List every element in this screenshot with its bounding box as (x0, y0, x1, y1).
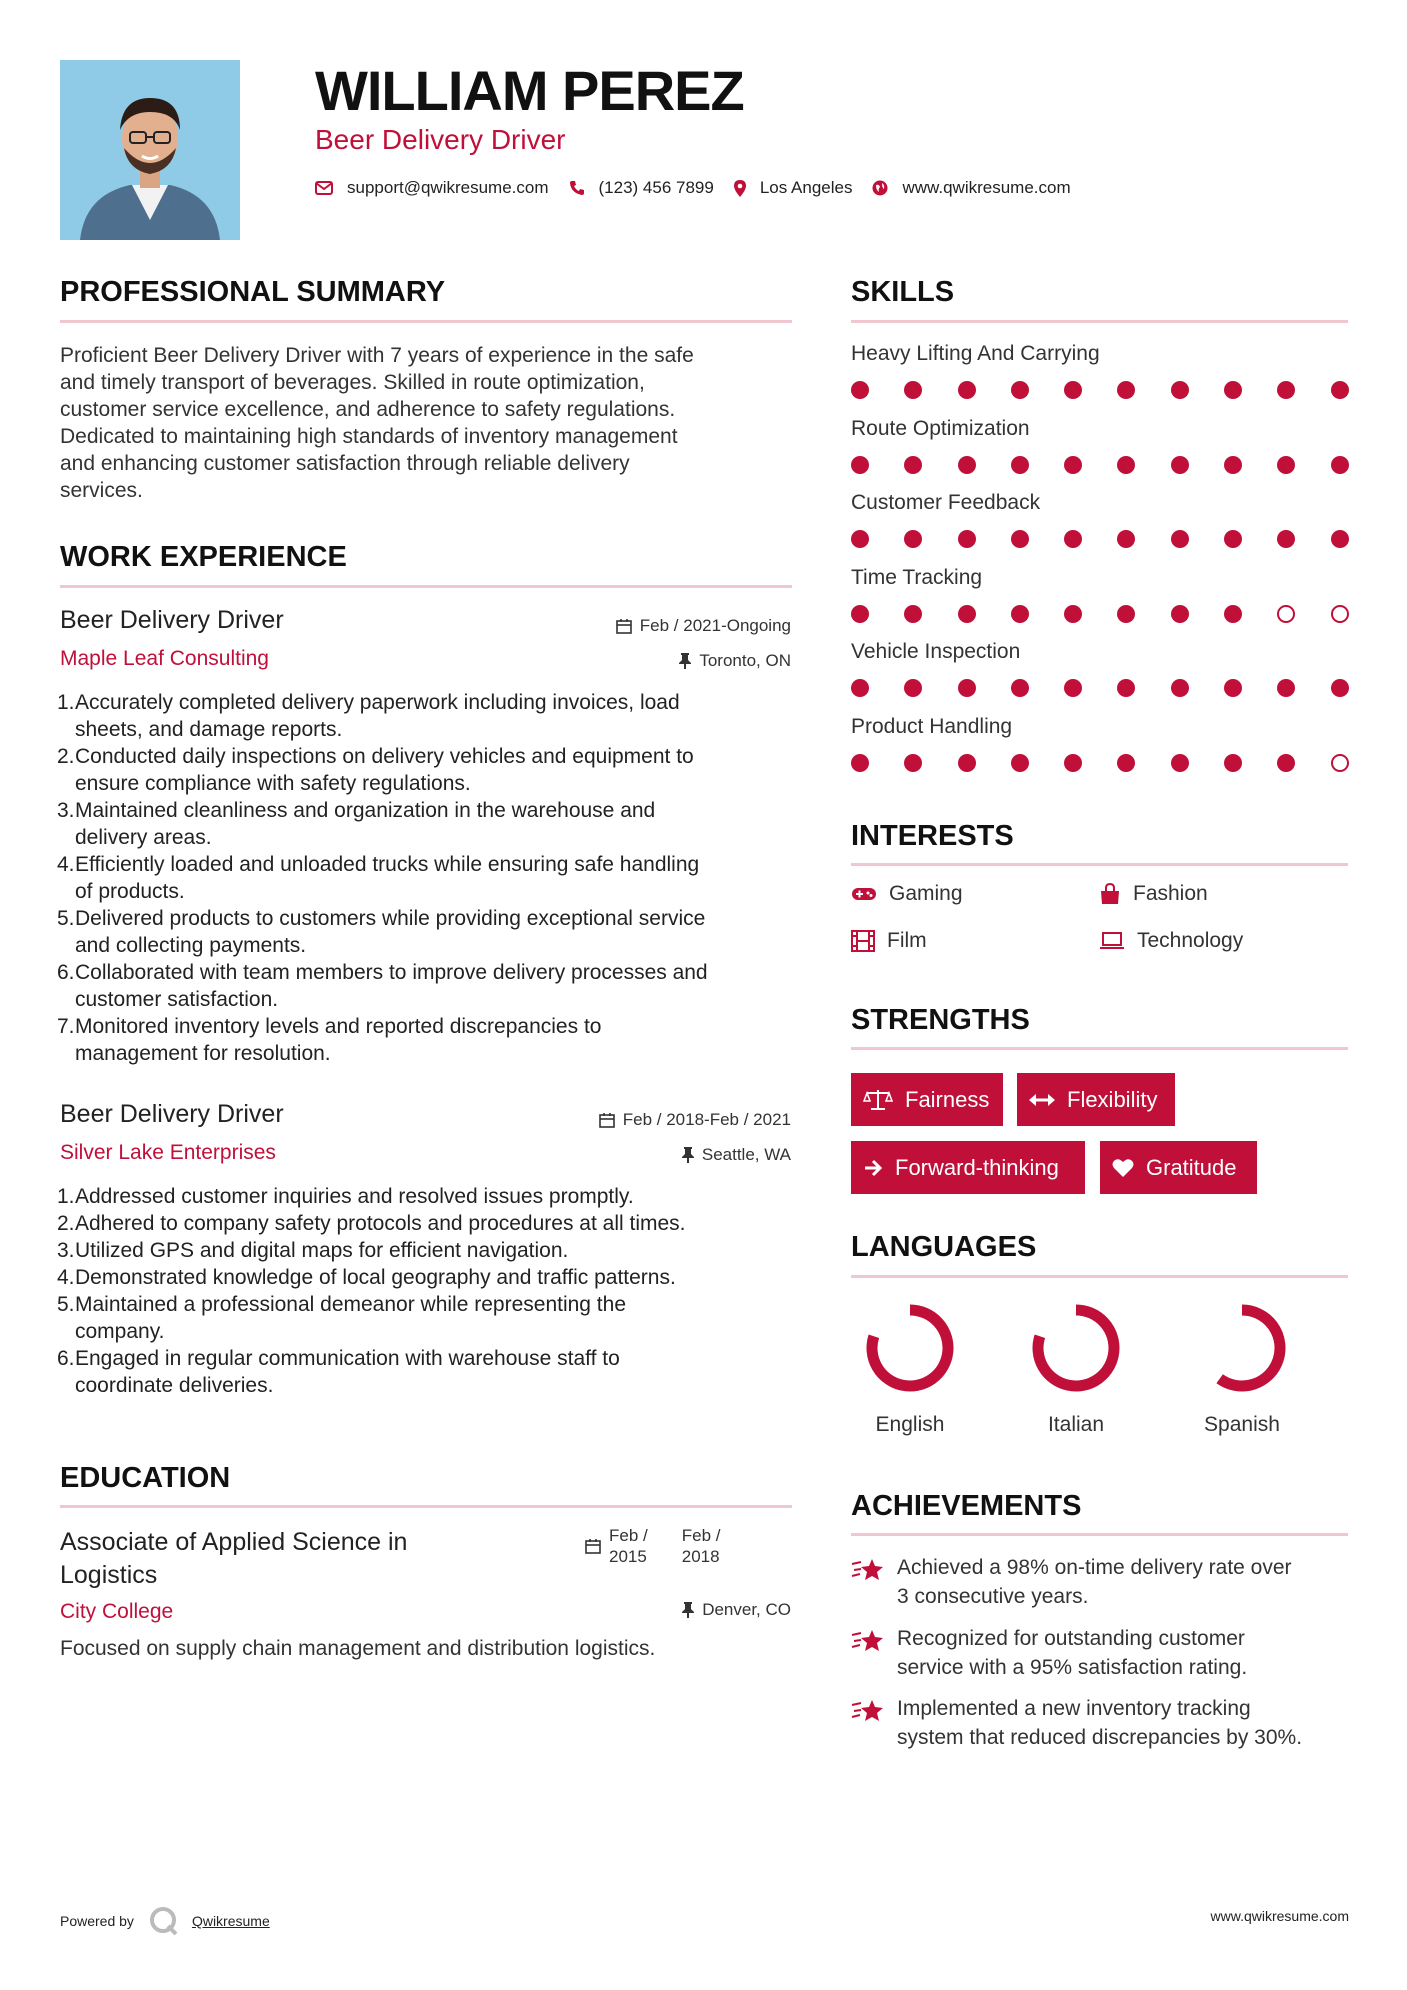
rating-dot-filled (851, 456, 869, 474)
skill-rating (851, 381, 1384, 399)
rating-dot-filled (851, 754, 869, 772)
achievement-item: Recognized for outstanding customer service with a 95% satisfaction rating. (851, 1624, 1351, 1682)
rating-dot-filled (1171, 679, 1189, 697)
summary-line: and enhancing customer satisfaction through reliable delivery (60, 452, 630, 475)
job-date-text: Feb / 2021-Ongoing (639, 616, 791, 635)
summary-line: services. (60, 479, 143, 502)
language-label: Spanish (1204, 1413, 1280, 1436)
start-month: Feb / (609, 1526, 648, 1545)
summary-heading: PROFESSIONAL SUMMARY (60, 276, 446, 308)
achievement-item: Implemented a new inventory tracking system that reduced discrepancies by 30%. (851, 1694, 1351, 1752)
education-location (682, 1600, 791, 1620)
strength-badge: Gratitude (1100, 1141, 1257, 1194)
interests-heading: INTERESTS (851, 820, 1014, 852)
rating-dot-filled (1224, 605, 1242, 623)
envelope-icon (315, 181, 333, 195)
rating-dot-filled (1011, 605, 1029, 623)
rating-dot-filled (1011, 530, 1029, 548)
skill-rating (851, 605, 1384, 623)
summary-line: Dedicated to maintaining high standards of inventory management (60, 425, 678, 448)
rating-dot-filled (1224, 381, 1242, 399)
job-bullets (57, 1183, 802, 1399)
rating-dot-filled (1117, 605, 1135, 623)
rating-dot-filled (851, 679, 869, 697)
rating-dot-filled (1117, 381, 1135, 399)
rating-dot-filled (1064, 381, 1082, 399)
rating-dot-filled (904, 381, 922, 399)
contact-website[interactable] (872, 178, 1070, 198)
rating-dot-filled (958, 679, 976, 697)
language-progress-arc (1038, 1310, 1114, 1386)
calendar-icon (585, 1538, 601, 1554)
job-location (679, 651, 791, 671)
rating-dot-filled (1011, 381, 1029, 399)
summary-divider (60, 320, 792, 323)
rating-dot-filled (1331, 456, 1349, 474)
rating-dot-filled (851, 605, 869, 623)
arrow-right-icon (863, 1158, 883, 1178)
globe-icon (872, 180, 888, 196)
skill-rating (851, 679, 1384, 697)
school-name: City College (60, 1600, 174, 1623)
rating-dot-filled (851, 381, 869, 399)
skill-rating (851, 530, 1384, 548)
summary-line: customer service excellence, and adherence to safety regulations. (60, 398, 676, 421)
list-item: 1. Addressed customer inquiries and resolved issues promptly. (57, 1185, 634, 1208)
summary-text (60, 342, 800, 504)
calendar-icon (616, 618, 632, 634)
list-item: 1. Accurately completed delivery paperwork including invoices, load sheets, and damage reports. (57, 691, 680, 741)
interest-item: Gaming (851, 882, 963, 906)
language-label: English (875, 1413, 945, 1436)
language-item (1011, 1300, 1141, 1437)
strength-badge: Fairness (851, 1073, 1003, 1126)
rating-dot-filled (1171, 456, 1189, 474)
rating-dot-filled (1011, 456, 1029, 474)
rating-dot-filled (851, 530, 869, 548)
rating-dot-filled (1011, 754, 1029, 772)
strengths-divider (851, 1047, 1348, 1050)
language-progress-arc (1220, 1310, 1280, 1386)
rating-dot-filled (1277, 530, 1295, 548)
degree-line: Associate of Applied Science in (60, 1528, 408, 1556)
degree-title (60, 1526, 407, 1592)
language-item (845, 1300, 975, 1437)
language-progress-ring (1184, 1300, 1300, 1396)
gamepad-icon (851, 886, 877, 902)
list-item: 4. Efficiently loaded and unloaded trucks while ensuring safe handling of products. (57, 853, 700, 903)
list-item: 3. Maintained cleanliness and organization in the warehouse and delivery areas. (57, 799, 656, 849)
rating-dot-filled (958, 605, 976, 623)
education-heading: EDUCATION (60, 1462, 231, 1494)
phone-icon (569, 180, 585, 196)
rating-dot-filled (958, 530, 976, 548)
languages-heading: LANGUAGES (851, 1231, 1037, 1263)
interest-item: Fashion (1099, 882, 1208, 906)
qwikresume-logo-icon (148, 1905, 180, 1937)
language-label: Italian (1047, 1413, 1105, 1436)
interest-item: Technology (1099, 929, 1243, 953)
rating-dot-filled (1171, 530, 1189, 548)
skill-name: Product Handling (851, 715, 1013, 738)
pushpin-icon (682, 1602, 694, 1618)
rating-dot-empty (1331, 605, 1349, 623)
rating-dot-empty (1277, 605, 1295, 623)
rating-dot-filled (904, 530, 922, 548)
list-item: 6. Collaborated with team members to improve delivery processes and customer satisfaction. (57, 961, 708, 1011)
summary-line: Proficient Beer Delivery Driver with 7 years of experience in the safe (60, 344, 694, 367)
website-text: www.qwikresume.com (902, 178, 1071, 197)
summary-line: and timely transport of beverages. Skilled in route optimization, (60, 371, 645, 394)
arrows-horizontal-icon (1029, 1093, 1055, 1107)
rating-dot-filled (904, 605, 922, 623)
skills-divider (851, 320, 1348, 323)
pushpin-icon (682, 1147, 694, 1163)
rating-dot-filled (1064, 456, 1082, 474)
contact-email[interactable] (315, 178, 549, 198)
language-item (1177, 1300, 1307, 1437)
skill-name: Vehicle Inspection (851, 640, 1021, 664)
rating-dot-filled (1171, 754, 1189, 772)
rating-dot-filled (1224, 754, 1242, 772)
interest-item: Film (851, 929, 927, 953)
list-item: 3. Utilized GPS and digital maps for efficient navigation. (57, 1239, 569, 1262)
qwikresume-link[interactable]: Qwikresume (191, 1913, 270, 1929)
film-icon (851, 930, 875, 952)
skill-rating (851, 456, 1384, 474)
skill-name: Customer Feedback (851, 491, 1041, 515)
powered-by-label: Powered by (60, 1913, 134, 1929)
phone-text: (123) 456 7899 (598, 178, 714, 197)
achievements-heading: ACHIEVEMENTS (851, 1490, 1082, 1522)
rating-dot-filled (1277, 754, 1295, 772)
rating-dot-filled (1224, 530, 1242, 548)
education-divider (60, 1505, 792, 1508)
contact-bar (315, 178, 1091, 198)
job-location-text: Toronto, ON (699, 651, 791, 670)
rating-dot-filled (1064, 679, 1082, 697)
rating-dot-filled (1331, 530, 1349, 548)
rating-dot-filled (1277, 381, 1295, 399)
rating-dot-filled (1064, 605, 1082, 623)
strength-badge: Flexibility (1017, 1073, 1175, 1126)
rating-dot-filled (1117, 679, 1135, 697)
skill-name: Time Tracking (851, 565, 983, 589)
list-item: 2. Conducted daily inspections on delivery vehicles and equipment to ensure compliance with safety regulations. (57, 745, 694, 795)
list-item: 5. Delivered products to customers while providing exceptional service and collecting payments. (57, 907, 706, 957)
rating-dot-filled (1117, 456, 1135, 474)
job-location (682, 1145, 791, 1165)
end-year: 2018 (681, 1547, 720, 1566)
skill-rating (851, 754, 1384, 772)
skill-name: Route Optimization (851, 416, 1030, 440)
rating-dot-filled (1171, 605, 1189, 623)
candidate-title: Beer Delivery Driver (315, 124, 566, 155)
rating-dot-filled (1171, 381, 1189, 399)
rating-dot-filled (1064, 530, 1082, 548)
strengths-heading: STRENGTHS (851, 1004, 1030, 1036)
achievement-item: Achieved a 98% on-time delivery rate over 3 consecutive years. (851, 1553, 1351, 1611)
star-trophy-icon (851, 1555, 885, 1585)
list-item: 2. Adhered to company safety protocols and procedures at all times. (57, 1212, 686, 1235)
rating-dot-filled (904, 456, 922, 474)
rating-dot-filled (958, 754, 976, 772)
profile-photo (60, 60, 240, 240)
rating-dot-filled (904, 679, 922, 697)
rating-dot-filled (904, 754, 922, 772)
rating-dot-filled (1117, 530, 1135, 548)
degree-line: Logistics (60, 1561, 158, 1589)
company-name: Maple Leaf Consulting (60, 647, 269, 670)
job-location-text: Seattle, WA (701, 1145, 791, 1164)
language-progress-arc (872, 1310, 948, 1386)
list-item: 6. Engaged in regular communication with warehouse staff to coordinate deliveries. (57, 1347, 620, 1397)
company-name: Silver Lake Enterprises (60, 1141, 276, 1164)
strength-badge: Forward-thinking (851, 1141, 1085, 1194)
contact-location (734, 178, 853, 198)
achievements-divider (851, 1533, 1348, 1536)
rating-dot-empty (1331, 754, 1349, 772)
shopping-bag-icon (1099, 883, 1121, 905)
skills-heading: SKILLS (851, 276, 955, 308)
languages-divider (851, 1275, 1348, 1278)
start-year: 2015 (609, 1547, 647, 1566)
calendar-icon (599, 1112, 615, 1128)
rating-dot-filled (1277, 679, 1295, 697)
rating-dot-filled (1064, 754, 1082, 772)
footer-website[interactable]: www.qwikresume.com (1210, 1908, 1349, 1924)
rating-dot-filled (1224, 456, 1242, 474)
list-item: 4. Demonstrated knowledge of local geography and traffic patterns. (57, 1266, 676, 1289)
experience-heading: WORK EXPERIENCE (60, 541, 347, 573)
rating-dot-filled (1117, 754, 1135, 772)
star-trophy-icon (851, 1696, 885, 1726)
pushpin-icon (679, 653, 691, 669)
job-date-text: Feb / 2018-Feb / 2021 (622, 1110, 791, 1129)
rating-dot-filled (1224, 679, 1242, 697)
job-bullets (57, 689, 802, 1067)
laptop-icon (1099, 932, 1125, 950)
star-trophy-icon (851, 1626, 885, 1656)
interests-divider (851, 863, 1348, 866)
skill-name: Heavy Lifting And Carrying (851, 342, 1100, 365)
job-title: Beer Delivery Driver (60, 1100, 284, 1128)
email-text: support@qwikresume.com (347, 178, 549, 197)
rating-dot-filled (1331, 381, 1349, 399)
rating-dot-filled (1011, 679, 1029, 697)
list-item: 7. Monitored inventory levels and reported discrepancies to management for resolution. (57, 1015, 602, 1065)
language-progress-ring (852, 1300, 968, 1396)
education-location-text: Denver, CO (702, 1600, 791, 1619)
education-dates (585, 1525, 721, 1567)
list-item: 5. Maintained a professional demeanor while representing the company. (57, 1293, 627, 1343)
candidate-name: WILLIAM PEREZ (315, 59, 744, 122)
rating-dot-filled (1277, 456, 1295, 474)
contact-phone[interactable] (569, 178, 714, 198)
location-text: Los Angeles (759, 178, 853, 197)
rating-dot-filled (958, 456, 976, 474)
experience-divider (60, 585, 792, 588)
job-date (599, 1110, 791, 1130)
education-description: Focused on supply chain management and distribution logistics. (60, 1637, 656, 1660)
footer-branding (60, 1905, 270, 1937)
end-month: Feb / (681, 1526, 721, 1545)
rating-dot-filled (958, 381, 976, 399)
rating-dot-filled (1331, 679, 1349, 697)
job-date (616, 616, 791, 636)
job-title: Beer Delivery Driver (60, 606, 284, 634)
balance-scale-icon (863, 1089, 893, 1111)
language-progress-ring (1018, 1300, 1134, 1396)
heart-icon (1112, 1158, 1134, 1178)
map-pin-icon (734, 180, 746, 197)
